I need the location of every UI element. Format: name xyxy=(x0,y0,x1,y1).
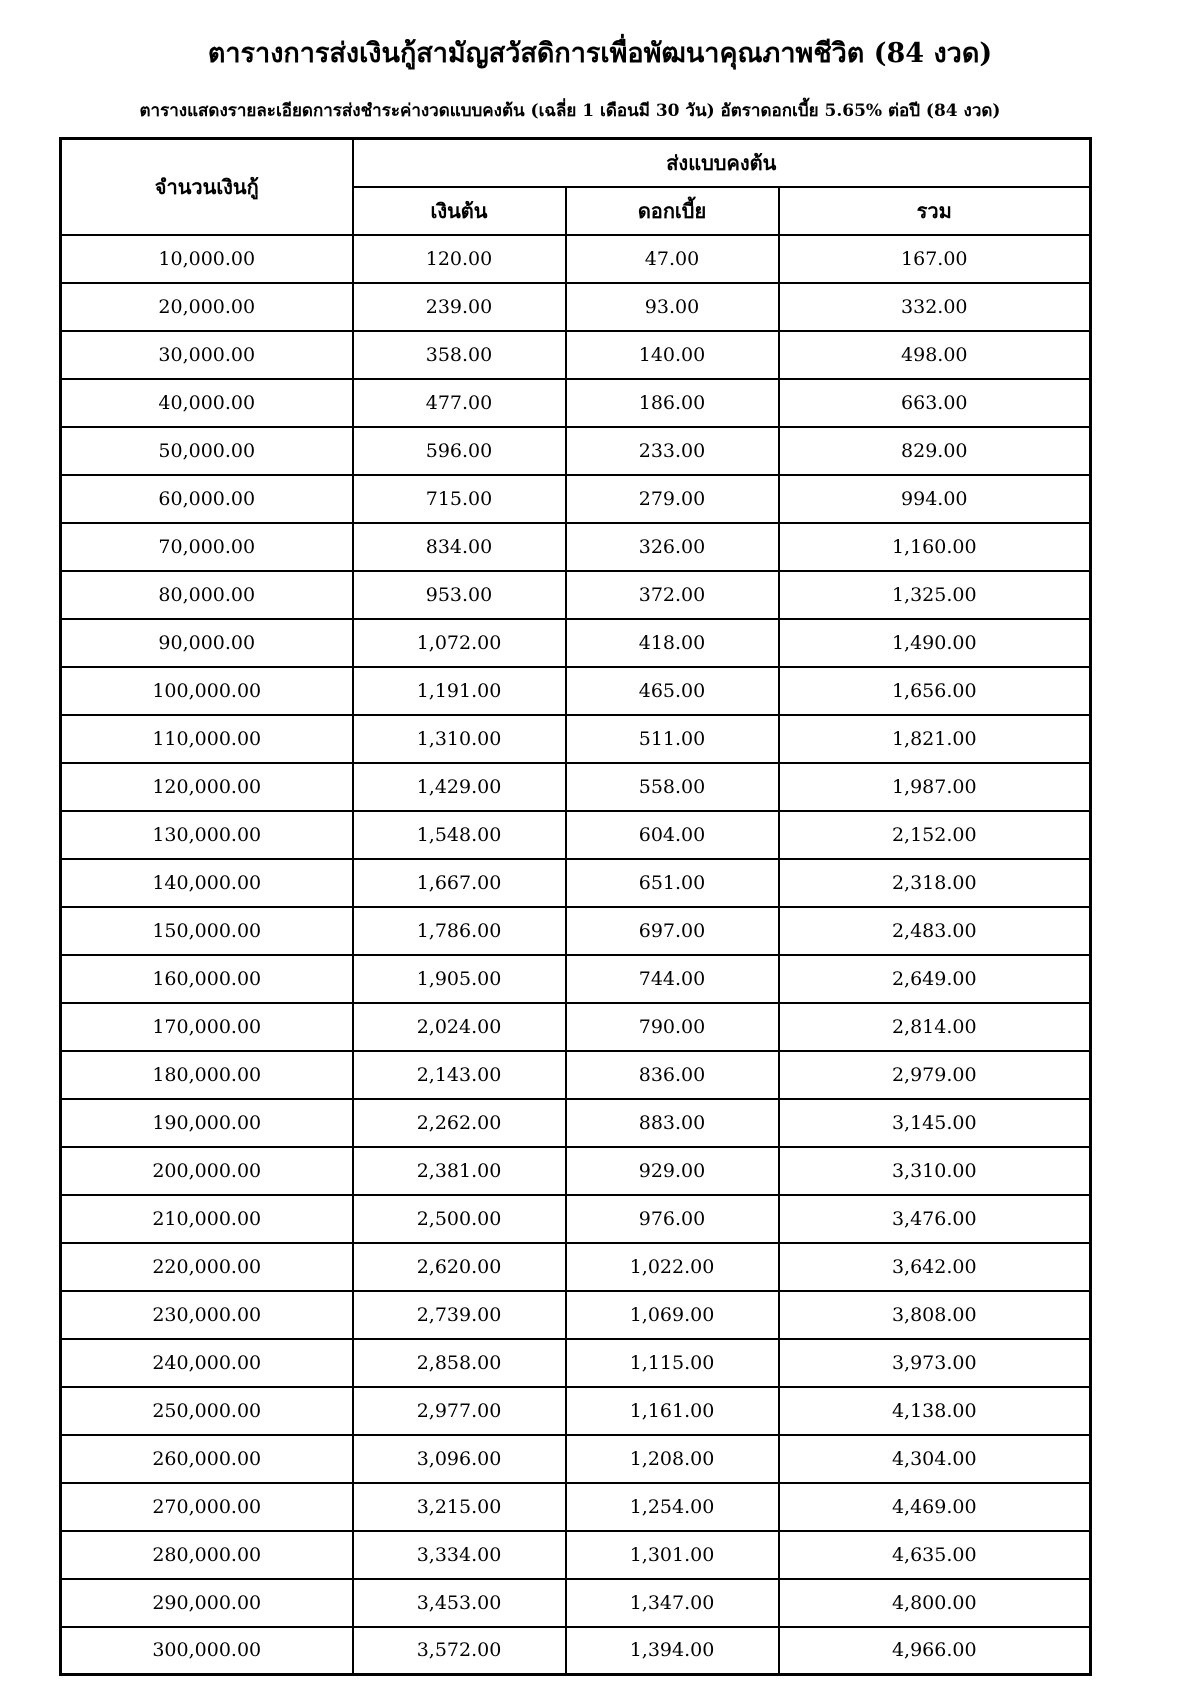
cell-principal: 596.00 xyxy=(353,427,566,475)
cell-principal: 953.00 xyxy=(353,571,566,619)
cell-total: 3,808.00 xyxy=(779,1291,1091,1339)
cell-total: 994.00 xyxy=(779,475,1091,523)
cell-loan-amount: 100,000.00 xyxy=(61,667,353,715)
cell-loan-amount: 110,000.00 xyxy=(61,715,353,763)
cell-principal: 3,215.00 xyxy=(353,1483,566,1531)
cell-principal: 3,572.00 xyxy=(353,1627,566,1675)
cell-total: 332.00 xyxy=(779,283,1091,331)
table-row xyxy=(61,907,1091,955)
cell-total: 4,635.00 xyxy=(779,1531,1091,1579)
cell-principal: 3,096.00 xyxy=(353,1435,566,1483)
table-body xyxy=(61,235,1091,1675)
cell-total: 2,152.00 xyxy=(779,811,1091,859)
cell-principal: 3,453.00 xyxy=(353,1579,566,1627)
cell-loan-amount: 230,000.00 xyxy=(61,1291,353,1339)
table-row xyxy=(61,1195,1091,1243)
cell-loan-amount: 40,000.00 xyxy=(61,379,353,427)
table-row xyxy=(61,235,1091,283)
cell-principal: 1,548.00 xyxy=(353,811,566,859)
cell-loan-amount: 120,000.00 xyxy=(61,763,353,811)
table-row xyxy=(61,523,1091,571)
loan-schedule-table xyxy=(59,137,1092,1676)
cell-total: 1,656.00 xyxy=(779,667,1091,715)
cell-interest: 1,394.00 xyxy=(566,1627,779,1675)
cell-interest: 418.00 xyxy=(566,619,779,667)
table-row xyxy=(61,475,1091,523)
cell-interest: 140.00 xyxy=(566,331,779,379)
table-row xyxy=(61,571,1091,619)
cell-interest: 326.00 xyxy=(566,523,779,571)
cell-principal: 2,262.00 xyxy=(353,1099,566,1147)
cell-total: 4,966.00 xyxy=(779,1627,1091,1675)
cell-total: 1,160.00 xyxy=(779,523,1091,571)
cell-total: 1,325.00 xyxy=(779,571,1091,619)
table-row xyxy=(61,1051,1091,1099)
cell-interest: 697.00 xyxy=(566,907,779,955)
cell-loan-amount: 300,000.00 xyxy=(61,1627,353,1675)
cell-interest: 233.00 xyxy=(566,427,779,475)
table-row xyxy=(61,1579,1091,1627)
cell-loan-amount: 290,000.00 xyxy=(61,1579,353,1627)
cell-principal: 1,310.00 xyxy=(353,715,566,763)
table-row xyxy=(61,379,1091,427)
header-interest: ดอกเบี้ย xyxy=(566,187,779,235)
table-row xyxy=(61,1147,1091,1195)
cell-interest: 186.00 xyxy=(566,379,779,427)
cell-loan-amount: 130,000.00 xyxy=(61,811,353,859)
cell-loan-amount: 60,000.00 xyxy=(61,475,353,523)
cell-interest: 1,022.00 xyxy=(566,1243,779,1291)
cell-loan-amount: 260,000.00 xyxy=(61,1435,353,1483)
cell-interest: 651.00 xyxy=(566,859,779,907)
cell-total: 3,642.00 xyxy=(779,1243,1091,1291)
cell-interest: 929.00 xyxy=(566,1147,779,1195)
cell-loan-amount: 270,000.00 xyxy=(61,1483,353,1531)
table-row xyxy=(61,619,1091,667)
cell-interest: 1,208.00 xyxy=(566,1435,779,1483)
table-row xyxy=(61,1339,1091,1387)
cell-loan-amount: 80,000.00 xyxy=(61,571,353,619)
cell-loan-amount: 30,000.00 xyxy=(61,331,353,379)
table-row xyxy=(61,1003,1091,1051)
cell-interest: 1,301.00 xyxy=(566,1531,779,1579)
cell-total: 3,310.00 xyxy=(779,1147,1091,1195)
table-row xyxy=(61,859,1091,907)
cell-total: 2,483.00 xyxy=(779,907,1091,955)
table-row xyxy=(61,955,1091,1003)
cell-total: 3,973.00 xyxy=(779,1339,1091,1387)
cell-total: 1,987.00 xyxy=(779,763,1091,811)
cell-total: 4,138.00 xyxy=(779,1387,1091,1435)
cell-loan-amount: 20,000.00 xyxy=(61,283,353,331)
cell-principal: 2,977.00 xyxy=(353,1387,566,1435)
cell-interest: 1,069.00 xyxy=(566,1291,779,1339)
cell-total: 2,814.00 xyxy=(779,1003,1091,1051)
cell-interest: 1,115.00 xyxy=(566,1339,779,1387)
cell-principal: 1,191.00 xyxy=(353,667,566,715)
cell-principal: 477.00 xyxy=(353,379,566,427)
cell-principal: 2,739.00 xyxy=(353,1291,566,1339)
cell-interest: 883.00 xyxy=(566,1099,779,1147)
table-row xyxy=(61,763,1091,811)
cell-interest: 279.00 xyxy=(566,475,779,523)
cell-loan-amount: 160,000.00 xyxy=(61,955,353,1003)
cell-total: 2,649.00 xyxy=(779,955,1091,1003)
cell-interest: 604.00 xyxy=(566,811,779,859)
cell-loan-amount: 240,000.00 xyxy=(61,1339,353,1387)
cell-principal: 1,667.00 xyxy=(353,859,566,907)
table-row xyxy=(61,1099,1091,1147)
cell-interest: 47.00 xyxy=(566,235,779,283)
cell-principal: 1,786.00 xyxy=(353,907,566,955)
cell-loan-amount: 250,000.00 xyxy=(61,1387,353,1435)
table-row xyxy=(61,1627,1091,1675)
table-row xyxy=(61,715,1091,763)
cell-interest: 558.00 xyxy=(566,763,779,811)
table-row xyxy=(61,811,1091,859)
cell-principal: 715.00 xyxy=(353,475,566,523)
cell-principal: 358.00 xyxy=(353,331,566,379)
cell-loan-amount: 180,000.00 xyxy=(61,1051,353,1099)
cell-principal: 3,334.00 xyxy=(353,1531,566,1579)
cell-total: 2,318.00 xyxy=(779,859,1091,907)
cell-principal: 1,429.00 xyxy=(353,763,566,811)
cell-total: 4,469.00 xyxy=(779,1483,1091,1531)
page-title: ตารางการส่งเงินกู้สามัญสวัสดิการเพื่อพัฒนาคุณภาพชีวิต (84 งวด) xyxy=(207,38,993,69)
header-total: รวม xyxy=(779,187,1091,235)
cell-total: 1,821.00 xyxy=(779,715,1091,763)
cell-principal: 239.00 xyxy=(353,283,566,331)
header-fixed-principal-group: ส่งแบบคงต้น xyxy=(353,139,1091,187)
cell-loan-amount: 190,000.00 xyxy=(61,1099,353,1147)
page-subtitle: ตารางแสดงรายละเอียดการส่งชำระค่างวดแบบคงต้น (เฉลี่ย 1 เดือนมี 30 วัน) อัตราดอกเบี้ย 5.65% ต่อปี (84 งวด) xyxy=(139,101,1001,121)
cell-total: 498.00 xyxy=(779,331,1091,379)
cell-interest: 744.00 xyxy=(566,955,779,1003)
cell-loan-amount: 150,000.00 xyxy=(61,907,353,955)
cell-principal: 2,858.00 xyxy=(353,1339,566,1387)
cell-principal: 2,500.00 xyxy=(353,1195,566,1243)
table-row xyxy=(61,427,1091,475)
table-row xyxy=(61,331,1091,379)
cell-interest: 372.00 xyxy=(566,571,779,619)
cell-interest: 790.00 xyxy=(566,1003,779,1051)
table-row xyxy=(61,1531,1091,1579)
table-row xyxy=(61,1435,1091,1483)
cell-total: 663.00 xyxy=(779,379,1091,427)
cell-loan-amount: 10,000.00 xyxy=(61,235,353,283)
cell-interest: 511.00 xyxy=(566,715,779,763)
cell-interest: 976.00 xyxy=(566,1195,779,1243)
cell-principal: 120.00 xyxy=(353,235,566,283)
cell-loan-amount: 70,000.00 xyxy=(61,523,353,571)
cell-interest: 465.00 xyxy=(566,667,779,715)
table-row xyxy=(61,283,1091,331)
cell-total: 829.00 xyxy=(779,427,1091,475)
cell-total: 3,145.00 xyxy=(779,1099,1091,1147)
cell-principal: 2,143.00 xyxy=(353,1051,566,1099)
cell-principal: 2,620.00 xyxy=(353,1243,566,1291)
cell-loan-amount: 50,000.00 xyxy=(61,427,353,475)
cell-loan-amount: 200,000.00 xyxy=(61,1147,353,1195)
cell-principal: 1,072.00 xyxy=(353,619,566,667)
cell-principal: 834.00 xyxy=(353,523,566,571)
cell-interest: 836.00 xyxy=(566,1051,779,1099)
cell-principal: 1,905.00 xyxy=(353,955,566,1003)
cell-loan-amount: 140,000.00 xyxy=(61,859,353,907)
cell-loan-amount: 210,000.00 xyxy=(61,1195,353,1243)
cell-principal: 2,024.00 xyxy=(353,1003,566,1051)
table-row xyxy=(61,1483,1091,1531)
cell-loan-amount: 90,000.00 xyxy=(61,619,353,667)
cell-loan-amount: 220,000.00 xyxy=(61,1243,353,1291)
cell-total: 167.00 xyxy=(779,235,1091,283)
cell-interest: 1,161.00 xyxy=(566,1387,779,1435)
cell-interest: 93.00 xyxy=(566,283,779,331)
table-row xyxy=(61,667,1091,715)
cell-total: 1,490.00 xyxy=(779,619,1091,667)
cell-interest: 1,347.00 xyxy=(566,1579,779,1627)
table-row xyxy=(61,1243,1091,1291)
table-row xyxy=(61,1291,1091,1339)
cell-total: 3,476.00 xyxy=(779,1195,1091,1243)
header-principal: เงินต้น xyxy=(353,187,566,235)
cell-total: 4,304.00 xyxy=(779,1435,1091,1483)
cell-interest: 1,254.00 xyxy=(566,1483,779,1531)
cell-loan-amount: 170,000.00 xyxy=(61,1003,353,1051)
table-row xyxy=(61,1387,1091,1435)
cell-loan-amount: 280,000.00 xyxy=(61,1531,353,1579)
header-loan-amount: จำนวนเงินกู้ xyxy=(61,139,353,235)
cell-total: 4,800.00 xyxy=(779,1579,1091,1627)
cell-total: 2,979.00 xyxy=(779,1051,1091,1099)
cell-principal: 2,381.00 xyxy=(353,1147,566,1195)
